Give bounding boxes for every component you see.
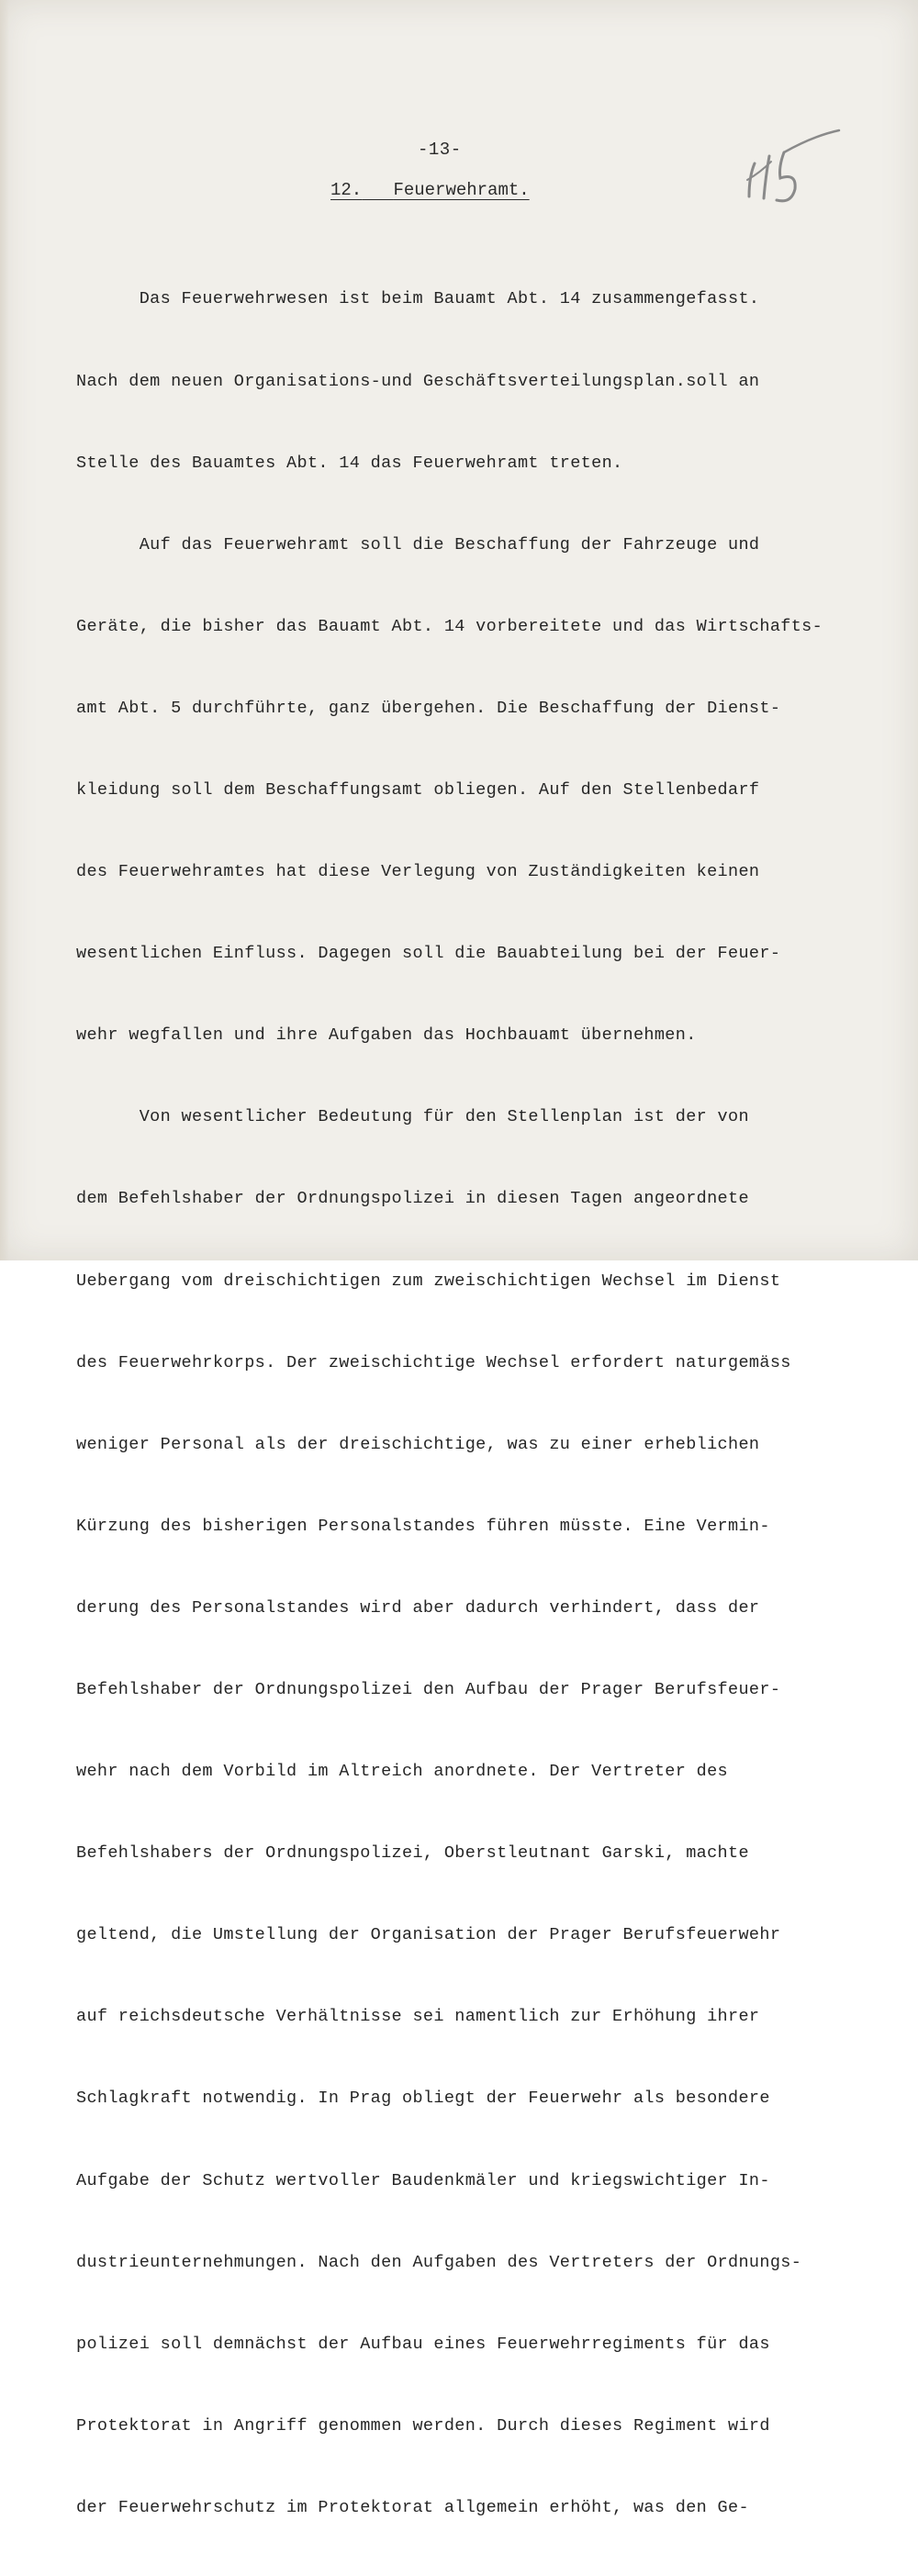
- text-line: wesentlichen Einfluss. Dagegen soll die Bauabteilung bei der Feuer-: [76, 944, 781, 964]
- section-number: 12.: [330, 180, 363, 200]
- text-line: weniger Personal als der dreischichtige, was zu einer erheblichen: [76, 1434, 760, 1454]
- text-line: Schlagkraft notwendig. In Prag obliegt der Feuerwehr als besondere: [76, 2089, 770, 2109]
- text-line: Aufgabe der Schutz wertvoller Baudenkmäler und kriegswichtiger In-: [76, 2170, 770, 2190]
- text-line: wehr nach dem Vorbild im Altreich anordnete. Der Vertreter des: [76, 1762, 729, 1782]
- text-line: Kürzung des bisherigen Personalstandes führen müsste. Eine Vermin-: [76, 1516, 770, 1536]
- text-line: auf reichsdeutsche Verhältnisse sei namentlich zur Erhöhung ihrer: [76, 2007, 760, 2027]
- text-line: amt Abt. 5 durchführte, ganz übergehen. Die Beschaffung der Dienst-: [76, 698, 781, 718]
- text-line: dem Befehlshaber der Ordnungspolizei in diesen Tagen angeordnete: [76, 1189, 749, 1209]
- text-line: Nach dem neuen Organisations-und Geschäftsverteilungsplan.soll an: [76, 371, 760, 391]
- text-line: Stelle des Bauamtes Abt. 14 das Feuerwehramt treten.: [76, 453, 623, 473]
- text-line: Befehlshabers der Ordnungspolizei, Oberstleutnant Garski, machte: [76, 1843, 749, 1864]
- text-line: polizei soll demnächst der Aufbau eines Feuerwehrregiments für das: [76, 2334, 770, 2354]
- body-text: [76, 231, 823, 2576]
- text-line: der Feuerwehrschutz im Protektorat allgemein erhöht, was den Ge-: [76, 2497, 749, 2517]
- text-line: dustrieunternehmungen. Nach den Aufgaben des Vertreters der Ordnungs-: [76, 2252, 802, 2272]
- handwritten-page-annotation: [742, 119, 852, 211]
- text-line: des Feuerwehrkorps. Der zweischichtige Wechsel erfordert naturgemäss: [76, 1352, 791, 1372]
- text-line: Das Feuerwehrwesen ist beim Bauamt Abt. 14 zusammengefasst.: [76, 289, 760, 309]
- text-line: des Feuerwehramtes hat diese Verlegung von Zuständigkeiten keinen: [76, 862, 760, 882]
- section-heading: [330, 180, 530, 200]
- text-line: Befehlshaber der Ordnungspolizei den Aufbau der Prager Berufsfeuer-: [76, 1680, 781, 1699]
- text-line: Auf das Feuerwehramt soll die Beschaffung der Fahrzeuge und: [76, 534, 760, 554]
- text-line: Protektorat in Angriff genommen werden. Durch dieses Regiment wird: [76, 2415, 770, 2436]
- text-line: Von wesentlicher Bedeutung für den Stellenplan ist der von: [76, 1107, 749, 1127]
- text-line: Geräte, die bisher das Bauamt Abt. 14 vorbereitete und das Wirtschafts-: [76, 616, 823, 636]
- text-line: kleidung soll dem Beschaffungsamt obliegen. Auf den Stellenbedarf: [76, 779, 760, 800]
- text-line: geltend, die Umstellung der Organisation der Prager Berufsfeuerwehr: [76, 1925, 781, 1945]
- page-number: -13-: [418, 140, 462, 160]
- text-line: Uebergang vom dreischichtigen zum zweischichtigen Wechsel im Dienst: [76, 1271, 781, 1291]
- text-line: derung des Personalstandes wird aber dadurch verhindert, dass der: [76, 1597, 760, 1618]
- text-line: wehr wegfallen und ihre Aufgaben das Hochbauamt übernehmen.: [76, 1025, 697, 1046]
- section-title: Feuerwehramt.: [393, 180, 530, 200]
